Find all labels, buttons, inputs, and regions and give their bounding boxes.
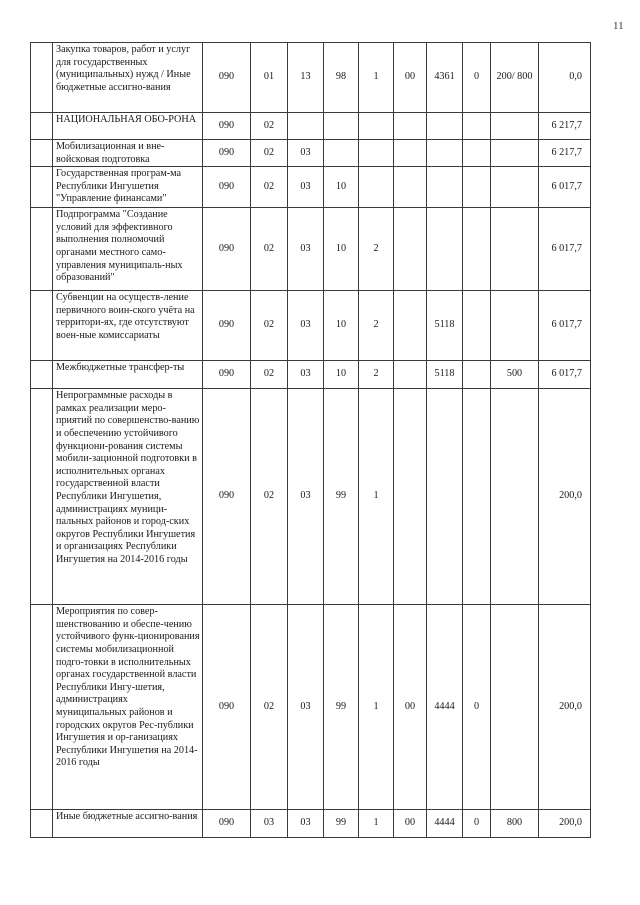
code-cell — [324, 113, 359, 140]
code-cell — [394, 361, 427, 389]
amount-cell: 6 017,7 — [539, 208, 591, 291]
amount-cell: 6 217,7 — [539, 140, 591, 167]
amount-cell: 6 017,7 — [539, 361, 591, 389]
row-marker-cell — [31, 605, 53, 810]
code-cell: 02 — [251, 291, 288, 361]
code-cell: 0 — [463, 810, 491, 838]
code-cell: 090 — [203, 810, 251, 838]
code-cell — [359, 167, 394, 208]
row-marker-cell — [31, 291, 53, 361]
code-cell: 2 — [359, 291, 394, 361]
table-row — [31, 361, 591, 389]
code-cell: 5118 — [427, 291, 463, 361]
table-row — [31, 605, 591, 810]
code-cell — [427, 208, 463, 291]
code-cell — [427, 140, 463, 167]
row-marker-cell — [31, 810, 53, 838]
table-row — [31, 291, 591, 361]
code-cell: 02 — [251, 605, 288, 810]
code-cell: 10 — [324, 208, 359, 291]
row-name: Непрограммные расходы в рамках реализации меро-приятий по совершенство-ванию и обеспечению устойчивого функциони-рования системы мобили-зационной подготовки в исполнительных органах государственной власти Республики Ингушетия, администрациях муници-пальных районов и город-ских округов Республики Ингушетия и организациях Республики Ингушетия на 2014-2016 годы — [53, 389, 203, 605]
code-cell: 2 — [359, 361, 394, 389]
code-cell: 10 — [324, 167, 359, 208]
code-cell: 98 — [324, 43, 359, 113]
code-cell: 01 — [251, 43, 288, 113]
code-cell — [463, 389, 491, 605]
code-cell: 03 — [288, 605, 324, 810]
code-cell — [491, 140, 539, 167]
code-cell: 0 — [463, 605, 491, 810]
row-name: Мероприятия по совер-шенствованию и обеспе-чению устойчивого функ-ционирования системы мобилизационной подго-товки в исполнительных органах государственной власти Республики Ингу-шетия, администрациях муниципальных районов и городских округов Рес-публики Ингушетия и ор-ганизациях Республики Ингушетия на 2014-2016 годы — [53, 605, 203, 810]
code-cell — [288, 113, 324, 140]
amount-cell: 6 017,7 — [539, 291, 591, 361]
code-cell: 03 — [288, 208, 324, 291]
code-cell: 02 — [251, 113, 288, 140]
code-cell: 5118 — [427, 361, 463, 389]
row-marker-cell — [31, 208, 53, 291]
code-cell: 090 — [203, 389, 251, 605]
code-cell — [427, 113, 463, 140]
amount-cell: 200,0 — [539, 605, 591, 810]
page-number: 11 — [613, 20, 624, 32]
code-cell — [427, 389, 463, 605]
code-cell: 090 — [203, 291, 251, 361]
code-cell — [491, 389, 539, 605]
code-cell — [463, 140, 491, 167]
code-cell: 10 — [324, 291, 359, 361]
code-cell: 500 — [491, 361, 539, 389]
table-row — [31, 208, 591, 291]
row-marker-cell — [31, 361, 53, 389]
code-cell: 02 — [251, 361, 288, 389]
code-cell: 02 — [251, 167, 288, 208]
code-cell: 03 — [251, 810, 288, 838]
code-cell: 00 — [394, 43, 427, 113]
code-cell: 00 — [394, 810, 427, 838]
table-row — [31, 167, 591, 208]
code-cell: 090 — [203, 605, 251, 810]
code-cell: 03 — [288, 389, 324, 605]
table-row — [31, 389, 591, 605]
code-cell — [394, 113, 427, 140]
amount-cell: 6 217,7 — [539, 113, 591, 140]
row-name: Иные бюджетные ассигно-вания — [53, 810, 203, 838]
code-cell: 2 — [359, 208, 394, 291]
code-cell: 03 — [288, 810, 324, 838]
code-cell: 090 — [203, 167, 251, 208]
code-cell: 00 — [394, 605, 427, 810]
code-cell — [463, 167, 491, 208]
code-cell: 02 — [251, 389, 288, 605]
code-cell: 090 — [203, 113, 251, 140]
code-cell: 03 — [288, 291, 324, 361]
code-cell: 1 — [359, 605, 394, 810]
amount-cell: 0,0 — [539, 43, 591, 113]
amount-cell: 6 017,7 — [539, 167, 591, 208]
code-cell: 1 — [359, 43, 394, 113]
code-cell: 1 — [359, 810, 394, 838]
code-cell — [463, 291, 491, 361]
code-cell — [463, 208, 491, 291]
code-cell — [324, 140, 359, 167]
row-name: Межбюджетные трансфер-ты — [53, 361, 203, 389]
table-row — [31, 43, 591, 113]
code-cell: 0 — [463, 43, 491, 113]
code-cell — [394, 140, 427, 167]
code-cell — [463, 361, 491, 389]
code-cell — [394, 208, 427, 291]
budget-table — [30, 42, 591, 838]
code-cell: 03 — [288, 140, 324, 167]
row-marker-cell — [31, 140, 53, 167]
code-cell — [427, 167, 463, 208]
code-cell: 090 — [203, 208, 251, 291]
code-cell — [359, 140, 394, 167]
code-cell: 10 — [324, 361, 359, 389]
code-cell — [394, 291, 427, 361]
code-cell — [491, 605, 539, 810]
code-cell — [491, 167, 539, 208]
code-cell: 090 — [203, 43, 251, 113]
amount-cell: 200,0 — [539, 389, 591, 605]
code-cell: 800 — [491, 810, 539, 838]
code-cell: 99 — [324, 810, 359, 838]
code-cell: 4444 — [427, 605, 463, 810]
row-marker-cell — [31, 113, 53, 140]
code-cell — [491, 291, 539, 361]
code-cell: 4361 — [427, 43, 463, 113]
row-marker-cell — [31, 389, 53, 605]
table-row — [31, 140, 591, 167]
row-name: Субвенции на осуществ-ление первичного воин-ского учёта на территори-ях, где отсутствуют воен-ные комиссариаты — [53, 291, 203, 361]
code-cell: 13 — [288, 43, 324, 113]
code-cell: 03 — [288, 167, 324, 208]
row-marker-cell — [31, 43, 53, 113]
code-cell — [463, 113, 491, 140]
table-row — [31, 810, 591, 838]
amount-cell: 200,0 — [539, 810, 591, 838]
table-row — [31, 113, 591, 140]
code-cell: 1 — [359, 389, 394, 605]
code-cell — [491, 113, 539, 140]
row-name: Закупка товаров, работ и услуг для государственных (муниципальных) нужд / Иные бюджетные ассигно-вания — [53, 43, 203, 113]
code-cell — [394, 389, 427, 605]
code-cell: 03 — [288, 361, 324, 389]
code-cell: 02 — [251, 208, 288, 291]
row-name: Мобилизационная и вне-войсковая подготовка — [53, 140, 203, 167]
code-cell — [359, 113, 394, 140]
row-name: Подпрограмма "Создание условий для эффективного выполнения полномочий органами местного само-управления муниципаль-ных образований" — [53, 208, 203, 291]
code-cell — [491, 208, 539, 291]
row-marker-cell — [31, 167, 53, 208]
code-cell: 99 — [324, 389, 359, 605]
code-cell: 200/ 800 — [491, 43, 539, 113]
code-cell: 090 — [203, 140, 251, 167]
row-name: НАЦИОНАЛЬНАЯ ОБО-РОНА — [53, 113, 203, 140]
code-cell — [394, 167, 427, 208]
row-name: Государственная програм-ма Республики Ингушетия "Управление финансами" — [53, 167, 203, 208]
code-cell: 4444 — [427, 810, 463, 838]
code-cell: 99 — [324, 605, 359, 810]
code-cell: 090 — [203, 361, 251, 389]
code-cell: 02 — [251, 140, 288, 167]
